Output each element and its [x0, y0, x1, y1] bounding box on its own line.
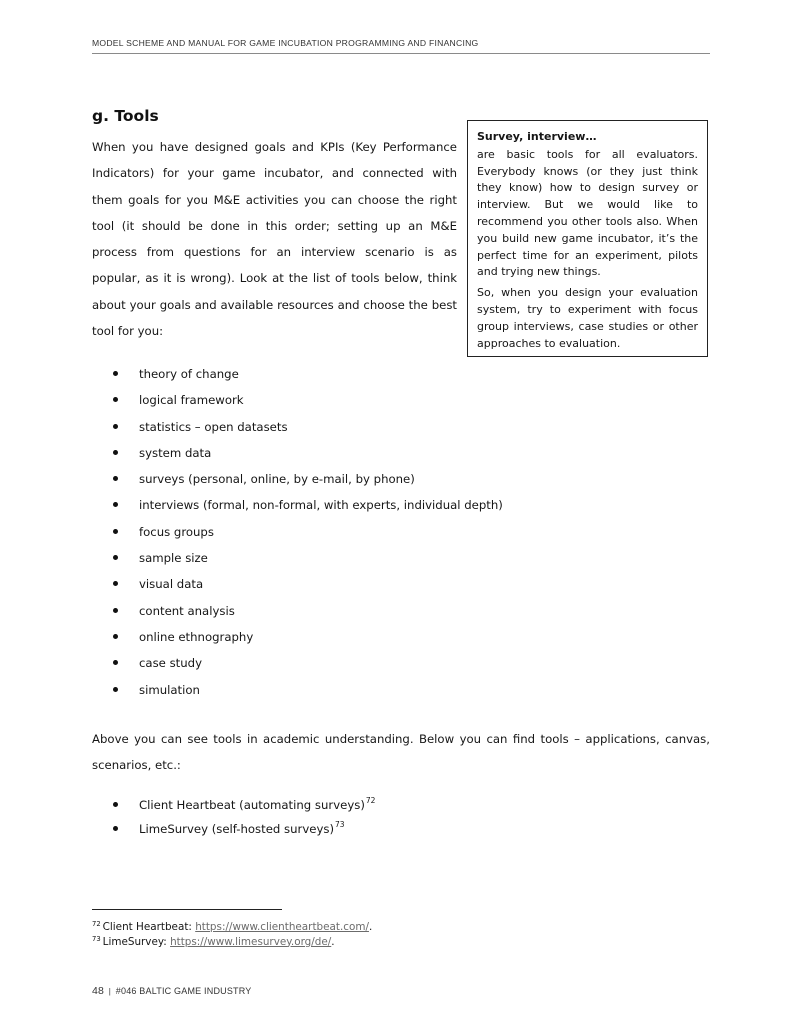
transition-paragraph: Above you can see tools in academic understanding. Below you can find tools – applications, canvas, scenarios, etc.:: [92, 732, 710, 773]
list-item: visual data: [113, 575, 503, 601]
bullet-icon: [113, 424, 118, 429]
list-item: Client Heartbeat (automating surveys)$^{72}$: [113, 796, 375, 820]
footnote-link-limesurvey[interactable]: https://www.limesurvey.org/de/: [170, 935, 332, 948]
footer-separator: |: [108, 987, 112, 996]
footnotes: [92, 920, 372, 949]
publication-name: #046 BALTIC GAME INDUSTRY: [115, 986, 252, 996]
bullet-icon: [113, 802, 118, 807]
list-item: focus groups: [113, 523, 503, 549]
section-title: g. Tools: [92, 107, 159, 125]
bullet-icon: [113, 371, 118, 376]
list-item: simulation: [113, 681, 503, 707]
footnote-73: $^{73}$ LimeSurvey: https://www.limesurvey.org/de/.: [92, 934, 335, 948]
academic-tools-list: [113, 365, 503, 707]
list-item: interviews (formal, non-formal, with experts, individual depth): [113, 496, 503, 522]
intro-paragraph: When you have designed goals and KPIs (Key Performance Indicators) for your game incubator, and connected with them goals for you M&E activities you can choose the right tool (it should be done in this order; setting up an M&E process from questions for an interview scenario is as popular, as it is wrong). Look at the list of tools below, think about your goals and available resources and choose the best tool for you:: [92, 140, 457, 339]
callout-title: Survey, interview…: [477, 130, 597, 143]
bullet-icon: [113, 608, 118, 613]
sidebar-callout-box: [467, 120, 708, 357]
list-item: LimeSurvey (self-hosted surveys)$^{73}$: [113, 820, 375, 844]
running-header: MODEL SCHEME AND MANUAL FOR GAME INCUBATION PROGRAMMING AND FINANCING: [92, 38, 710, 54]
bullet-icon: [113, 826, 118, 831]
list-item: theory of change: [113, 365, 503, 391]
list-item: case study: [113, 654, 503, 680]
bullet-icon: [113, 476, 118, 481]
bullet-icon: [113, 581, 118, 586]
bullet-icon: [113, 397, 118, 402]
callout-paragraph-2: So, when you design your evaluation system, try to experiment with focus group interviews, case studies or other approaches to evaluation.: [477, 286, 698, 350]
bullet-icon: [113, 555, 118, 560]
page-footer: [92, 985, 252, 997]
list-item: system data: [113, 444, 503, 470]
bullet-icon: [113, 634, 118, 639]
bullet-icon: [113, 660, 118, 665]
bullet-icon: [113, 502, 118, 507]
footnote-ref[interactable]: 72: [365, 796, 376, 805]
page-number: 48: [92, 985, 105, 997]
list-item: content analysis: [113, 602, 503, 628]
bullet-icon: [113, 529, 118, 534]
app-tools-list: [113, 796, 375, 844]
list-item: online ethnography: [113, 628, 503, 654]
list-item: statistics – open datasets: [113, 418, 503, 444]
footnote-separator: [92, 909, 282, 910]
footnote-72: $^{72}$ Client Heartbeat: https://www.clientheartbeat.com/.: [92, 920, 373, 933]
bullet-icon: [113, 687, 118, 692]
footnote-ref[interactable]: 73: [335, 820, 345, 829]
callout-paragraph-1: are basic tools for all evaluators. Everybody knows (or they just think they know) how to design survey or interview. But we would like to recommend you other tools also. When you build new game incubator, it’s the perfect time for an experiment, pilots and trying new things.: [477, 147, 698, 279]
list-item: logical framework: [113, 391, 503, 417]
bullet-icon: [113, 450, 118, 455]
footnote-link-clientheartbeat[interactable]: https://www.clientheartbeat.com/: [195, 921, 369, 933]
list-item: sample size: [113, 549, 503, 575]
list-item: surveys (personal, online, by e-mail, by phone): [113, 470, 503, 496]
